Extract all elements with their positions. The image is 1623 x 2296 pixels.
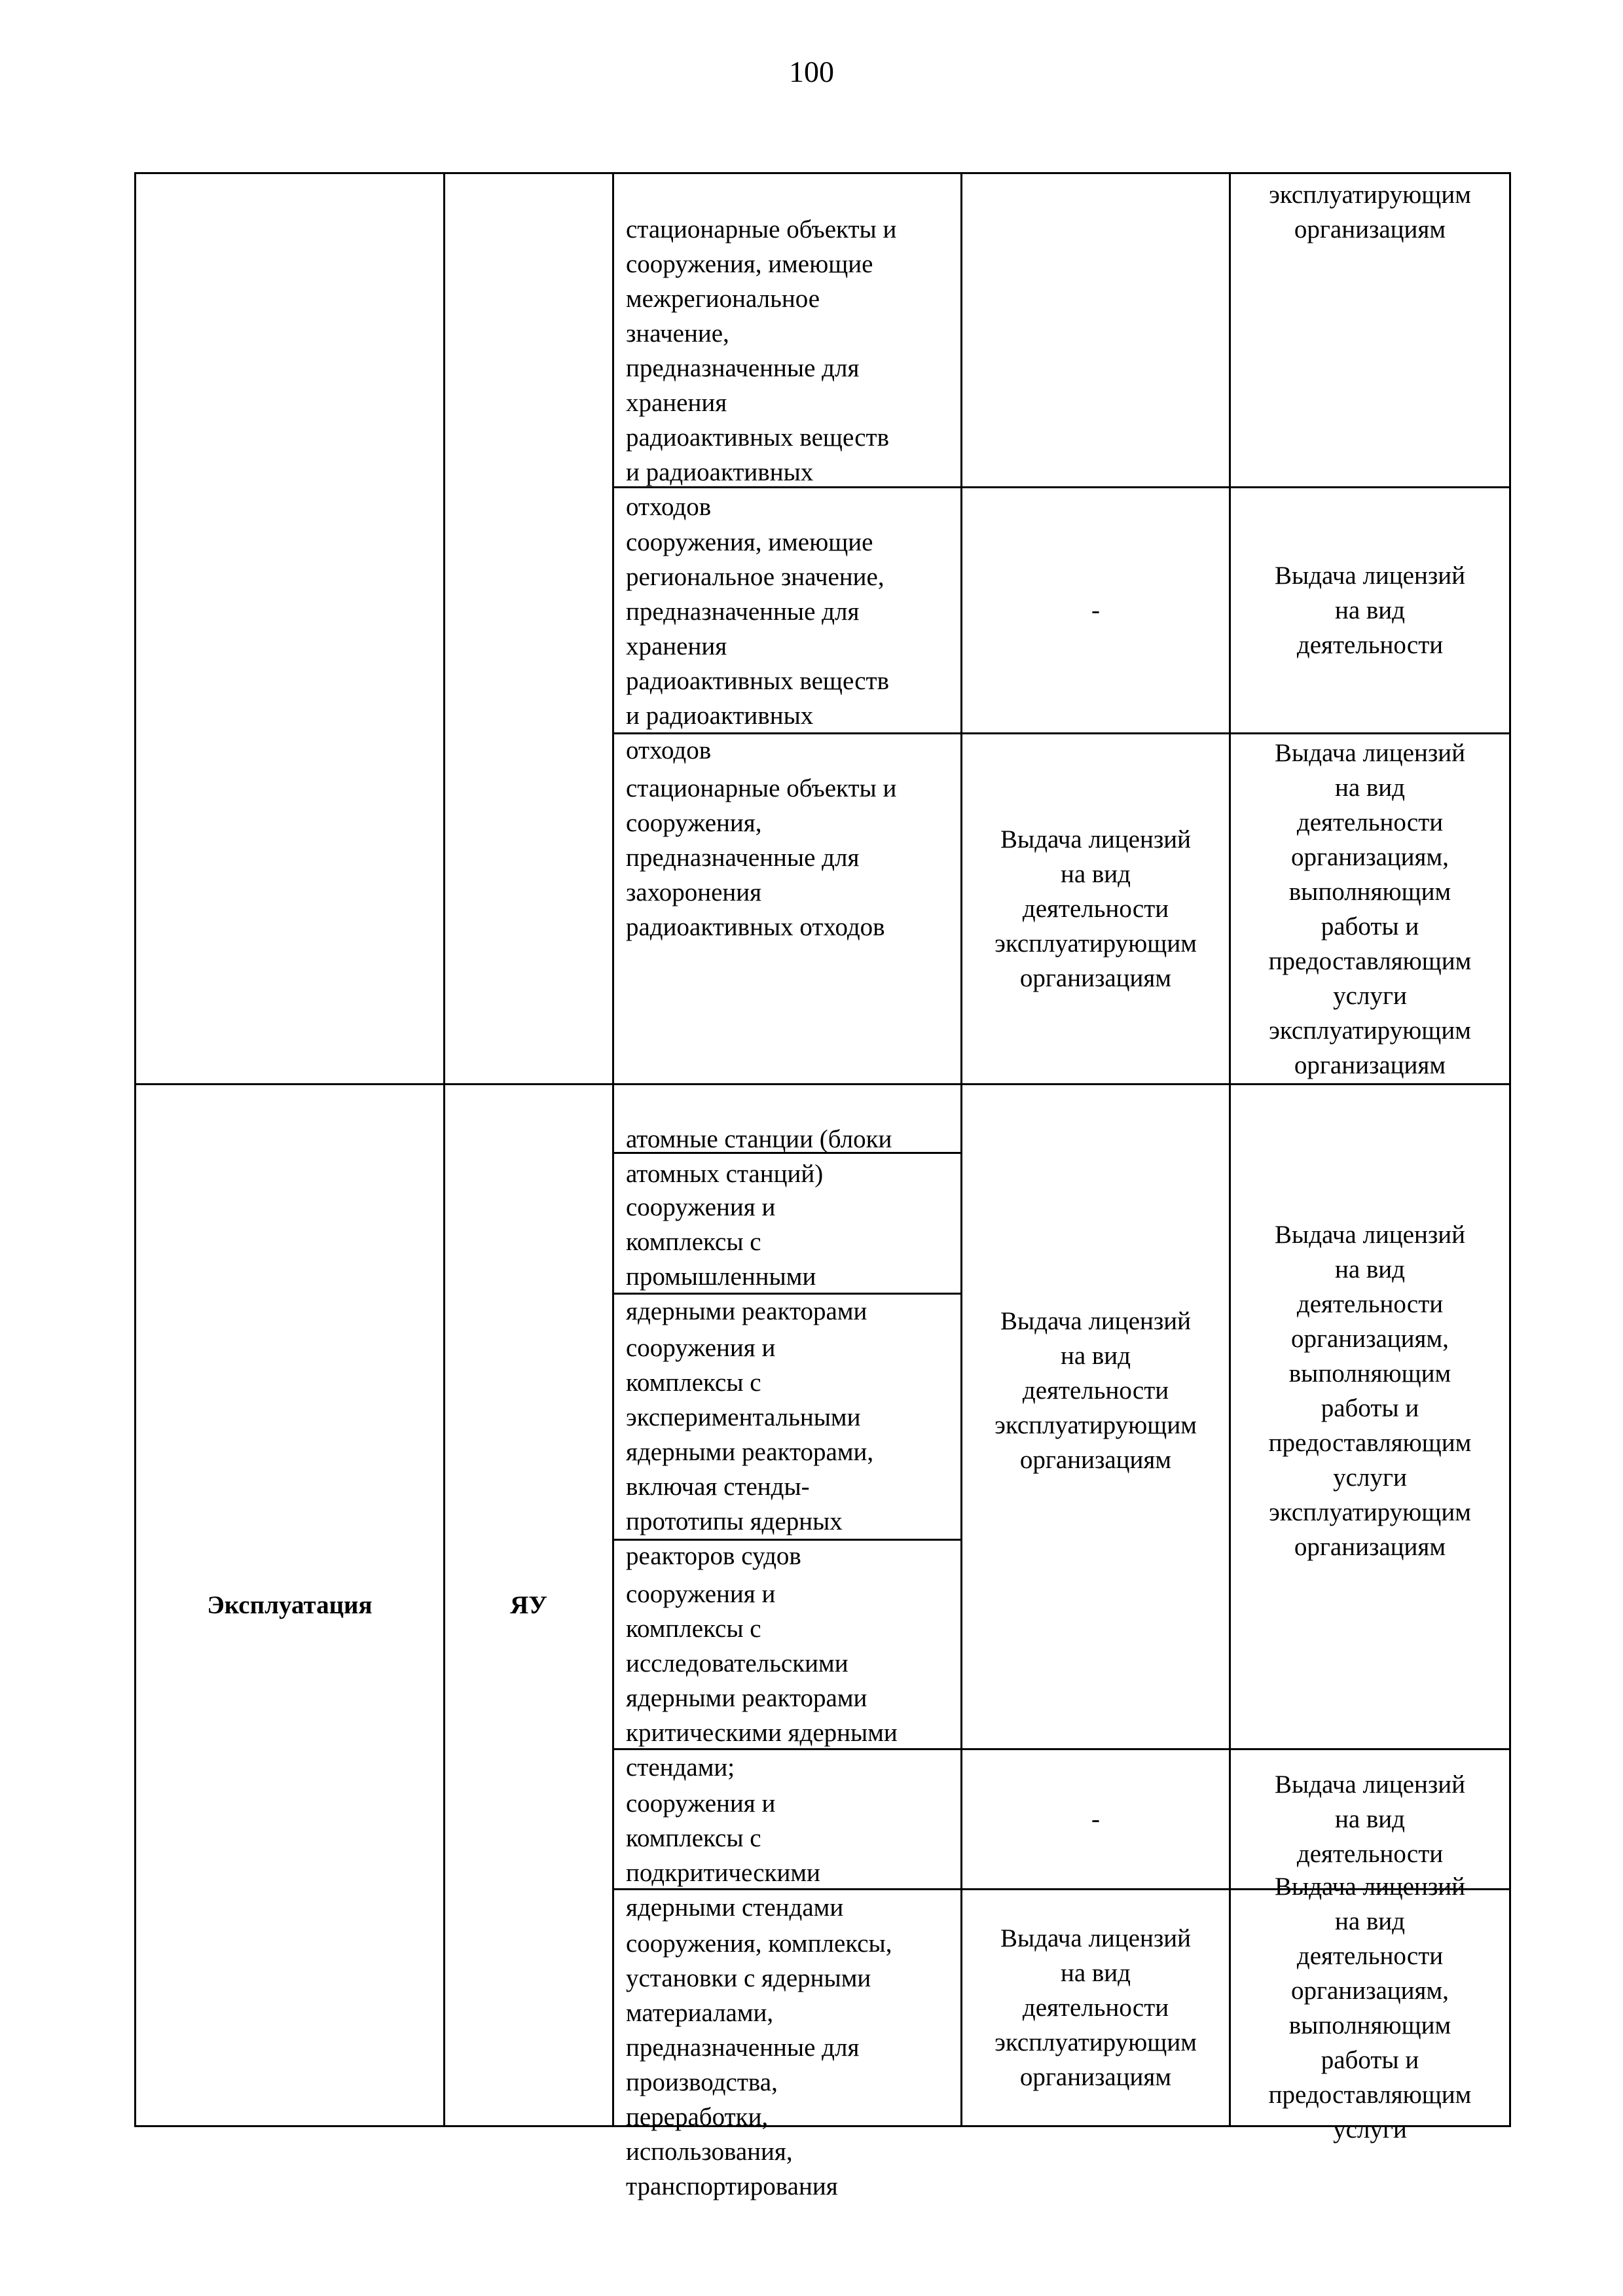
territorial-authority-text: Выдача лицензий на вид деятельности организациям, выполняющим работы и предоставляющим услуги эксплуатирующим организациям <box>1268 1220 1472 1561</box>
central-authority-cell <box>962 734 1229 1083</box>
territorial-authority-cell <box>1231 1872 1509 2144</box>
facility-type-text: ЯУ <box>510 1591 547 1619</box>
object-text: сооружения, имеющие региональное значение, предназначенные для хранения радиоактивных веществ и радиоактивных отходов <box>626 528 889 764</box>
central-authority-text: Выдача лицензий на вид деятельности эксплуатирующим организациям <box>994 1307 1197 1474</box>
central-authority-text: - <box>1091 1805 1100 1833</box>
facility-type-cell <box>445 1085 612 2125</box>
object-cell <box>614 1542 960 1782</box>
central-authority-text: - <box>1091 596 1100 624</box>
object-text: сооружения и комплексы с промышленными ядерными реакторами <box>626 1193 867 1325</box>
object-text: атомные станции (блоки атомных станций) <box>626 1125 892 1188</box>
territorial-authority-text: Выдача лицензий на вид деятельности <box>1274 1770 1465 1868</box>
object-cell <box>614 1087 960 1188</box>
object-cell <box>614 736 960 1083</box>
central-authority-cell <box>962 1890 1229 2125</box>
table-border-top <box>134 172 1511 174</box>
territorial-authority-text: Выдача лицензий на вид деятельности <box>1274 562 1465 659</box>
object-cell <box>614 1751 960 1922</box>
central-authority-cell <box>962 1750 1229 1888</box>
activity-type-text: Эксплуатация <box>207 1591 373 1619</box>
territorial-authority-cell <box>1231 177 1509 486</box>
object-text: стационарные объекты и сооружения, предназначенные для захоронения радиоактивных отходов <box>626 774 897 941</box>
central-authority-cell <box>962 488 1229 732</box>
territorial-authority-text: эксплуатирующим организациям <box>1269 181 1471 243</box>
activity-type-cell <box>136 1085 443 2125</box>
territorial-authority-cell <box>1231 1750 1509 1888</box>
object-text: сооружения, комплексы, установки с ядерными материалами, предназначенные для производства, переработки, использования, транспортирования <box>626 1929 892 2200</box>
object-text: сооружения и комплексы с подкритическими ядерными стендами <box>626 1789 844 1922</box>
object-cell <box>614 490 960 764</box>
territorial-authority-merged-cell <box>1231 1085 1509 1748</box>
object-cell <box>614 1155 960 1325</box>
central-authority-text: Выдача лицензий на вид деятельности эксплуатирующим организациям <box>994 1924 1197 2091</box>
object-text: сооружения и комплексы с экспериментальными ядерными реакторами, включая стенды- прототипы ядерных реакторов судов <box>626 1334 874 1570</box>
page-number: 100 <box>789 55 834 88</box>
territorial-authority-cell <box>1231 734 1509 1083</box>
object-text: сооружения и комплексы с исследовательскими ядерными реакторами критическими ядерными стендами; <box>626 1580 898 1782</box>
object-cell <box>614 1892 960 2200</box>
central-authority-text: Выдача лицензий на вид деятельности эксплуатирующим организациям <box>994 825 1197 992</box>
territorial-authority-text: Выдача лицензий на вид деятельности организациям, выполняющим работы и предоставляющим услуги эксплуатирующим организациям <box>1268 738 1472 1079</box>
object-text: стационарные объекты и сооружения, имеющие межрегиональное значение, предназначенные для хранения радиоактивных веществ и радиоактивных отходов <box>626 215 897 521</box>
object-cell <box>614 177 960 521</box>
central-authority-merged-cell <box>962 1085 1229 1748</box>
territorial-authority-text: Выдача лицензий на вид деятельности организациям, выполняющим работы и предоставляющим услуги <box>1268 1872 1472 2144</box>
table-border-right <box>1509 172 1511 2127</box>
object-cell <box>614 1296 960 1570</box>
central-authority-cell <box>962 177 1229 486</box>
license-table <box>134 172 1511 2200</box>
territorial-authority-cell <box>1231 488 1509 732</box>
